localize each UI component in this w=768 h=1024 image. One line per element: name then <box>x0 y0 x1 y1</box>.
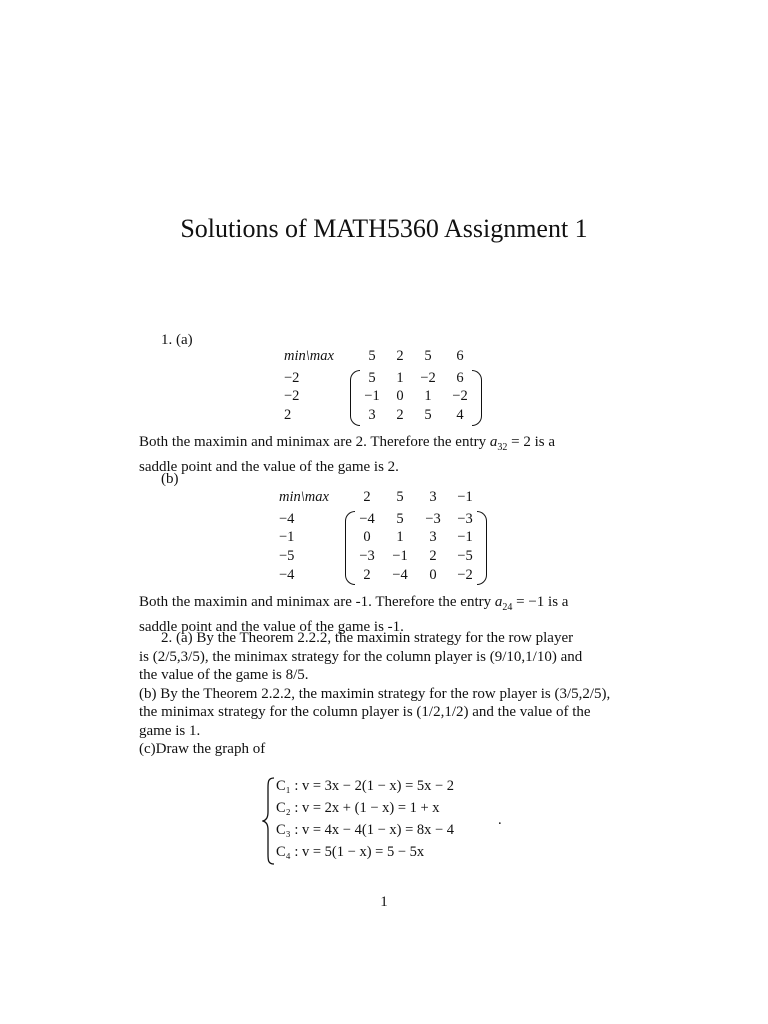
matrix-b-row-label: −5 <box>279 548 295 564</box>
matrix-a-cell: 3 <box>368 407 376 423</box>
matrix-b-cell: 1 <box>396 529 404 545</box>
matrix-a-cell: −1 <box>364 388 380 404</box>
matrix-a-cell: 2 <box>396 407 404 423</box>
entry-a-symbol: a <box>489 434 498 450</box>
answer-2-paragraph <box>139 629 629 759</box>
matrix-b-cell: 3 <box>429 529 437 545</box>
matrix-b-cell: −2 <box>457 567 473 583</box>
matrix-a-col-header: 6 <box>456 348 464 364</box>
answer-2a-line1: 2. (a) By the Theorem 2.2.2, the maximin strategy for the row player <box>161 630 574 646</box>
matrix-b-col-header: −1 <box>457 489 473 505</box>
page-title: Solutions of MATH5360 Assignment 1 <box>180 214 588 243</box>
matrix-b-col-header: 2 <box>363 489 371 505</box>
answer-1a-text-line2: saddle point and the value of the game is 2. <box>139 458 399 475</box>
answer-2c-line1: (c)Draw the graph of <box>139 741 266 757</box>
matrix-b-row-label: −1 <box>279 529 295 545</box>
matrix-b-cell: 5 <box>396 511 404 527</box>
answer-2b-line3: game is 1. <box>139 722 201 739</box>
entry-b-value: = −1 <box>512 594 545 610</box>
entry-a-subscript: 32 <box>497 442 508 453</box>
matrix-b-cell: −5 <box>457 548 473 564</box>
answer-2b-line1: (b) By the Theorem 2.2.2, the maximin strategy for the row player is (3/5,2/5), <box>139 685 611 702</box>
matrix-b-cell: 2 <box>429 548 437 564</box>
matrix-a-cell: 6 <box>456 370 464 386</box>
matrix-b-cell: −1 <box>457 529 473 545</box>
answer-1a-text: Both the maximin and minimax are 2. Therefore the entry <box>139 434 487 450</box>
matrix-b-cell: −4 <box>359 511 375 527</box>
equation-c1: C₁ : v = 3x − 2(1 − x) = 5x − 2 <box>276 778 455 794</box>
matrix-a-cell: 1 <box>424 388 432 404</box>
matrix-a-cell: 5 <box>368 370 376 386</box>
matrix-a-cell: 5 <box>424 407 432 423</box>
equation-period: . <box>498 812 502 828</box>
matrix-b-cell: −3 <box>425 511 441 527</box>
matrix-a-cell: 1 <box>396 370 404 386</box>
matrix-b-row-label: −4 <box>279 511 295 527</box>
matrix-b-cell: 2 <box>363 567 371 583</box>
matrix-b-cell: 0 <box>429 567 437 583</box>
matrix-a-col-header: 5 <box>368 348 376 364</box>
equation-c3: C₃ : v = 4x − 4(1 − x) = 8x − 4 <box>276 822 455 838</box>
matrix-a-cell: −2 <box>452 388 468 404</box>
matrix-b-col-header: 3 <box>429 489 437 505</box>
matrix-a-row-label: 2 <box>284 407 292 423</box>
matrix-a-cell: 4 <box>456 407 464 423</box>
matrix-b-col-header: 5 <box>396 489 404 505</box>
matrix-a-cell: −2 <box>420 370 436 386</box>
matrix-a-row-label: −2 <box>284 370 300 386</box>
question-1a-label: 1. (a) <box>161 332 193 348</box>
question-1b-label: (b) <box>161 471 179 487</box>
matrix-b-cell: −1 <box>392 548 408 564</box>
entry-b-subscript: 24 <box>502 602 513 613</box>
answer-1a-paragraph <box>139 433 629 476</box>
matrix-a-cell: 0 <box>396 388 404 404</box>
answer-2b-line2: the minimax strategy for the column player is (1/2,1/2) and the value of the <box>139 704 591 720</box>
entry-b-symbol: a <box>494 594 503 610</box>
matrix-a-col-header: 2 <box>396 348 404 364</box>
matrix-b-cell: 0 <box>363 529 371 545</box>
answer-1b-text-line2: saddle point and the value of the game is -1. <box>139 618 404 635</box>
equation-c4: C₄ : v = 5(1 − x) = 5 − 5x <box>276 844 425 860</box>
matrix-a-col-header: 5 <box>424 348 432 364</box>
page-number: 1 <box>380 894 388 910</box>
matrix-b-row-label: −4 <box>279 567 295 583</box>
answer-1a-text-tail: is a <box>534 434 556 450</box>
answer-2a-line2: is (2/5,3/5), the minimax strategy for the column player is (9/10,1/10) and <box>139 648 583 665</box>
answer-1b-text: Both the maximin and minimax are -1. Therefore the entry <box>139 594 492 610</box>
matrix-b-cell: −4 <box>392 567 408 583</box>
matrix-a-row-label: −2 <box>284 388 300 404</box>
answer-2a-line3: the value of the game is 8/5. <box>139 667 309 683</box>
equation-c2: C₂ : v = 2x + (1 − x) = 1 + x <box>276 800 440 816</box>
matrix-b-corner: min\max <box>279 489 329 505</box>
payoff-matrix-b <box>279 489 499 589</box>
entry-a-value: = 2 <box>507 434 531 450</box>
matrix-a-corner: min\max <box>284 348 334 364</box>
payoff-matrix-a <box>284 348 494 428</box>
matrix-b-cell: −3 <box>457 511 473 527</box>
matrix-b-cell: −3 <box>359 548 375 564</box>
equation-system <box>262 776 542 864</box>
answer-1b-text-tail: is a <box>548 594 569 610</box>
